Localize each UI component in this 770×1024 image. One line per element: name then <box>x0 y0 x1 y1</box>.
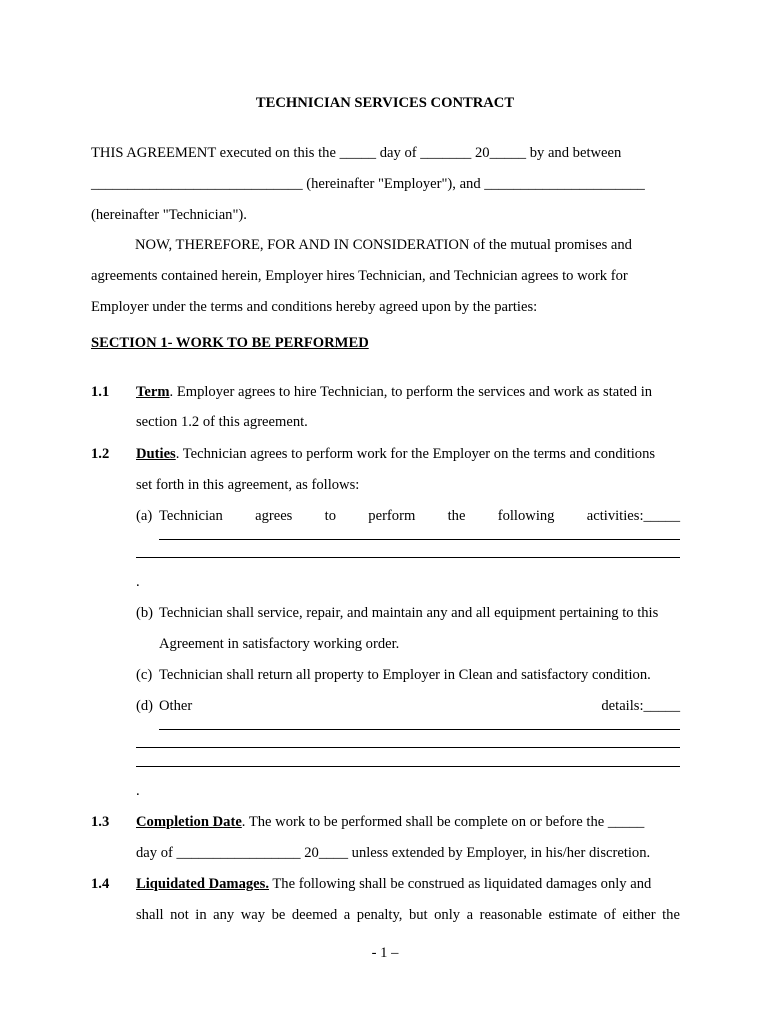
clause-1-4-word: a <box>466 907 474 923</box>
clause-1-3-continuation: day of _________________ 20____ unless extended by Employer, in his/her discretion. <box>136 845 651 861</box>
clause-1-4-label: Liquidated Damages. <box>136 876 269 892</box>
clause-1-4-word: deemed <box>291 907 338 923</box>
item-a-text <box>159 509 680 524</box>
item-a-word: Technician <box>159 508 223 524</box>
recital-line-3: Employer under the terms and conditions hereby agreed upon by the parties: <box>91 299 538 315</box>
clause-1-4-word: be <box>271 907 286 923</box>
recital-line-2: agreements contained herein, Employer hires Technician, and Technician agrees to work for <box>91 268 628 284</box>
section-1-heading: SECTION 1- WORK TO BE PERFORMED <box>91 335 369 351</box>
item-a-word: agrees <box>255 508 293 524</box>
item-b-continuation: Agreement in satisfactory working order. <box>159 636 400 652</box>
clause-1-4-word: shall <box>136 907 164 923</box>
clause-1-3-text <box>136 815 644 830</box>
clause-1-1-continuation: section 1.2 of this agreement. <box>136 414 308 430</box>
clause-1-4-word: estimate <box>548 907 598 923</box>
item-d-left: Other <box>159 698 193 714</box>
item-d-blank-line-1 <box>159 729 680 730</box>
clause-1-2-text <box>136 447 655 462</box>
item-a-word: perform <box>368 508 416 524</box>
clause-1-4-word: not <box>170 907 189 923</box>
item-a-word: activities:_____ <box>586 508 680 524</box>
item-d-text <box>159 699 680 714</box>
clause-1-4-word: but <box>408 907 428 923</box>
item-a-end: . <box>136 574 140 590</box>
item-c-text: Technician shall return all property to Employer in Clean and satisfactory condition. <box>159 667 651 683</box>
item-a-blank-line-1 <box>159 539 680 540</box>
clause-1-4-word: the <box>662 907 680 923</box>
clause-1-2-body: . Technician agrees to perform work for the Employer on the terms and conditions <box>175 446 656 462</box>
clause-1-4-number: 1.4 <box>91 876 110 892</box>
recital-line-1: NOW, THEREFORE, FOR AND IN CONSIDERATION of the mutual promises and <box>135 237 632 253</box>
item-b-text: Technician shall service, repair, and maintain any and all equipment pertaining to this <box>159 605 659 621</box>
clause-1-3-number: 1.3 <box>91 814 110 830</box>
clause-1-1-text <box>136 385 652 400</box>
clause-1-4-word: of <box>603 907 616 923</box>
item-a-blank-line-2 <box>136 557 680 558</box>
clause-1-4-word: a <box>343 907 351 923</box>
clause-1-4-word: penalty, <box>356 907 403 923</box>
clause-1-4-body: The following shall be construed as liquidated damages only and <box>268 876 652 892</box>
clause-1-4-continuation <box>136 908 680 923</box>
clause-1-4-word: either <box>622 907 656 923</box>
item-a-word: to <box>324 508 337 524</box>
clause-1-1-number: 1.1 <box>91 384 110 400</box>
intro-line-1: THIS AGREEMENT executed on this the _____ day of _______ 20_____ by and between <box>91 145 622 161</box>
item-d-end: . <box>136 783 140 799</box>
item-c-marker: (c) <box>136 667 153 683</box>
item-a-word: the <box>447 508 466 524</box>
page-number: - 1 – <box>371 945 399 961</box>
clause-1-4-word: only <box>434 907 461 923</box>
item-d-right: details:_____ <box>601 698 680 714</box>
document-title: TECHNICIAN SERVICES CONTRACT <box>255 95 515 111</box>
item-b-marker: (b) <box>136 605 154 621</box>
clause-1-2-label: Duties <box>136 446 176 462</box>
clause-1-4-word: way <box>240 907 266 923</box>
clause-1-1-label: Term <box>136 384 170 400</box>
clause-1-3-body: . The work to be performed shall be complete on or before the _____ <box>241 814 645 830</box>
clause-1-4-word: any <box>213 907 235 923</box>
item-a-marker: (a) <box>136 508 153 524</box>
intro-line-2: _____________________________ (hereinafter "Employer"), and ______________________ <box>91 176 645 192</box>
item-d-blank-line-2 <box>136 747 680 748</box>
clause-1-1-body: . Employer agrees to hire Technician, to perform the services and work as stated in <box>169 384 653 400</box>
clause-1-3-label: Completion Date <box>136 814 242 830</box>
clause-1-2-number: 1.2 <box>91 446 110 462</box>
item-d-blank-line-3 <box>136 766 680 767</box>
clause-1-4-text <box>136 877 651 892</box>
intro-line-3: (hereinafter "Technician"). <box>91 207 247 223</box>
clause-1-4-word: in <box>195 907 207 923</box>
item-d-marker: (d) <box>136 698 154 714</box>
clause-1-2-continuation: set forth in this agreement, as follows: <box>136 477 360 493</box>
item-a-word: following <box>497 508 555 524</box>
clause-1-4-word: reasonable <box>479 907 542 923</box>
